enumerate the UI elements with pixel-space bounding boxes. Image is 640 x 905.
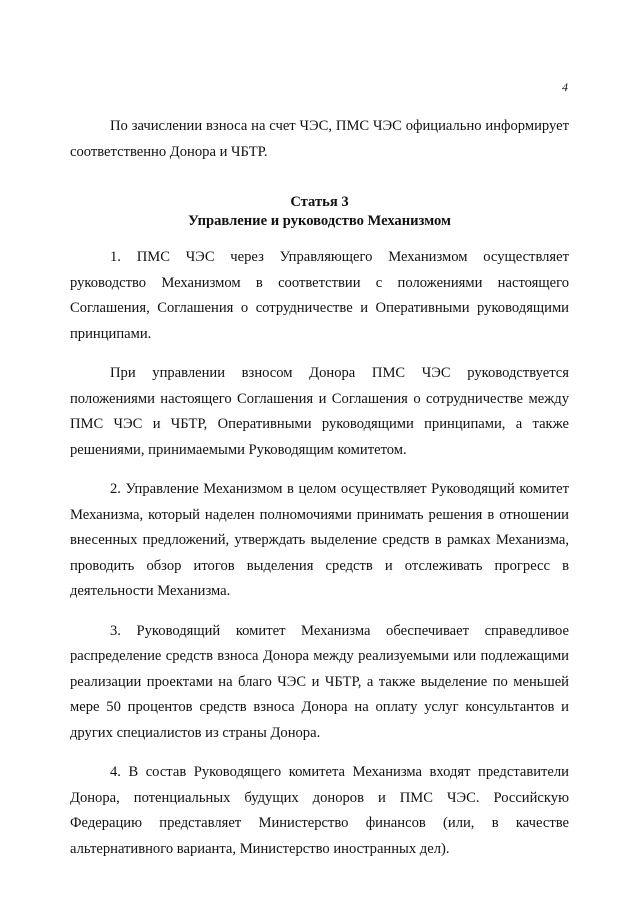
paragraph-3: 3. Руководящий комитет Механизма обеспечивает справедливое распределение средств взноса Донора между реализуемыми или подлежащими реализации проектами на благо ЧЭС и ЧБТР, а также выделение по меньшей мере 50 процентов средств взноса Донора на оплату услуг консультантов и других специалистов из страны Донора. — [70, 622, 569, 741]
article-heading — [70, 193, 569, 231]
article-number: Статья 3 — [290, 194, 349, 210]
page-number: 4 — [562, 80, 568, 94]
article-title: Управление и руководство Механизмом — [188, 213, 451, 229]
paragraph-4: 4. В состав Руководящего комитета Механизма входят представители Донора, потенциальных будущих доноров и ПМС ЧЭС. Российскую Федерацию представляет Министерство финансов (или, в качестве альтернативного варианта, Министерство иностранных дел). — [70, 764, 569, 857]
intro-paragraph: По зачислении взноса на счет ЧЭС, ПМС ЧЭС официально информирует соответственно Донора и ЧБТР. — [70, 118, 569, 160]
paragraph-1-continued: При управлении взносом Донора ПМС ЧЭС руководствуется положениями настоящего Соглашения и Соглашения о сотрудничестве между ПМС ЧЭС и ЧБТР, Оперативными руководящими принципами, а также решениями, принимаемыми Руководящим комитетом. — [70, 365, 569, 458]
paragraph-1: 1. ПМС ЧЭС через Управляющего Механизмом осуществляет руководство Механизмом в соответствии с положениями настоящего Соглашения, Соглашения о сотрудничестве и Оперативными руководящими принципами. — [70, 249, 569, 342]
paragraph-2: 2. Управление Механизмом в целом осуществляет Руководящий комитет Механизма, который наделен полномочиями принимать решения в отношении внесенных предложений, утверждать выделение средств в рамках Механизма, проводить обзор итогов выделения средств и отслеживать прогресс в деятельности Механизма. — [70, 481, 569, 599]
document-body — [70, 114, 569, 876]
